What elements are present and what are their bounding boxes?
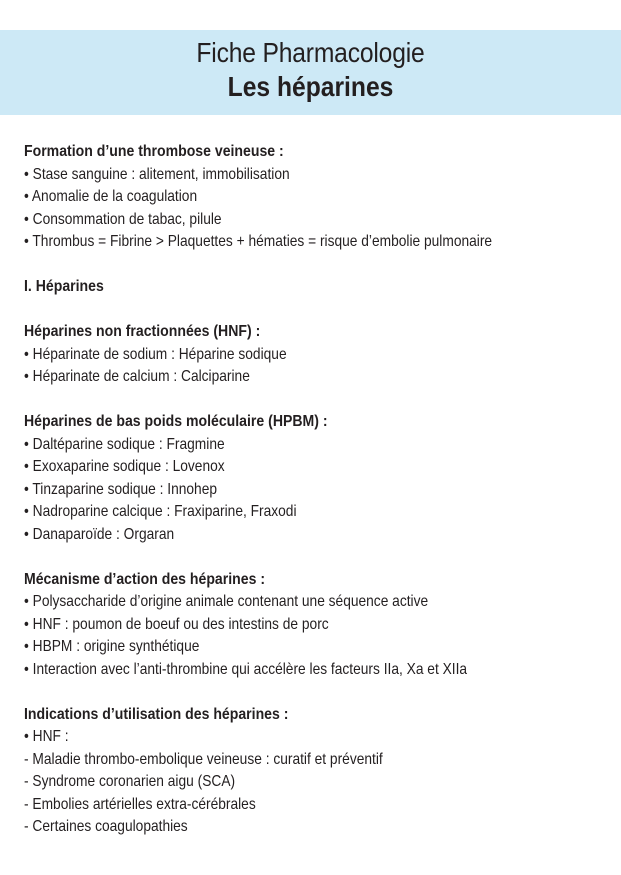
list-item: • Nadroparine calcique : Fraxiparine, Fraxodi (24, 503, 297, 520)
list-item: • Daltéparine sodique : Fragmine (24, 435, 225, 453)
section-heading: I. Héparines (24, 278, 104, 295)
page-title: Fiche Pharmacologie (196, 37, 425, 68)
title-banner (0, 30, 621, 115)
document-body (24, 141, 609, 839)
list-item: • Interaction avec l’anti-thrombine qui accélère les facteurs IIa, Xa et XIIa (24, 660, 468, 678)
section-formation-thrombose (24, 141, 609, 254)
list-item: • Polysaccharide d’origine animale contenant une séquence active (24, 593, 429, 610)
list-item: • Stase sanguine : alitement, immobilisation (24, 165, 290, 183)
section-heading: Mécanisme d’action des héparines : (24, 570, 266, 588)
section-indications (24, 704, 609, 839)
section-heparines (24, 276, 609, 299)
section-mecanisme (24, 569, 609, 682)
section-hbpm (24, 411, 609, 546)
list-item: • Héparinate de calcium : Calciparine (24, 368, 250, 385)
list-item: • HBPM : origine synthétique (24, 638, 200, 655)
list-item: - Certaines coagulopathies (24, 818, 188, 835)
list-item: • HNF : (24, 728, 69, 745)
list-item: • Danaparoïde : Orgaran (24, 525, 175, 543)
list-item: • Consommation de tabac, pilule (24, 210, 222, 228)
list-item: • Héparinate de sodium : Héparine sodique (24, 345, 287, 363)
list-item: • HNF : poumon de boeuf ou des intestins de porc (24, 615, 329, 633)
section-heading: Héparines non fractionnées (HNF) : (24, 323, 261, 340)
list-item: • Tinzaparine sodique : Innohep (24, 480, 218, 498)
list-item: • Anomalie de la coagulation (24, 188, 198, 205)
section-heading: Héparines de bas poids moléculaire (HPBM) : (24, 413, 328, 430)
list-item: - Syndrome coronarien aigu (SCA) (24, 773, 236, 790)
page-subtitle: Les héparines (227, 71, 394, 102)
list-item: • Exoxaparine sodique : Lovenox (24, 458, 225, 475)
list-item: - Maladie thrombo-embolique veineuse : curatif et préventif (24, 750, 383, 768)
section-hnf (24, 321, 609, 389)
list-item: • Thrombus = Fibrine > Plaquettes + hématies = risque d’embolie pulmonaire (24, 233, 493, 250)
list-item: - Embolies artérielles extra-cérébrales (24, 795, 256, 813)
section-heading: Formation d’une thrombose veineuse : (24, 143, 284, 160)
section-heading: Indications d’utilisation des héparines : (24, 705, 289, 723)
